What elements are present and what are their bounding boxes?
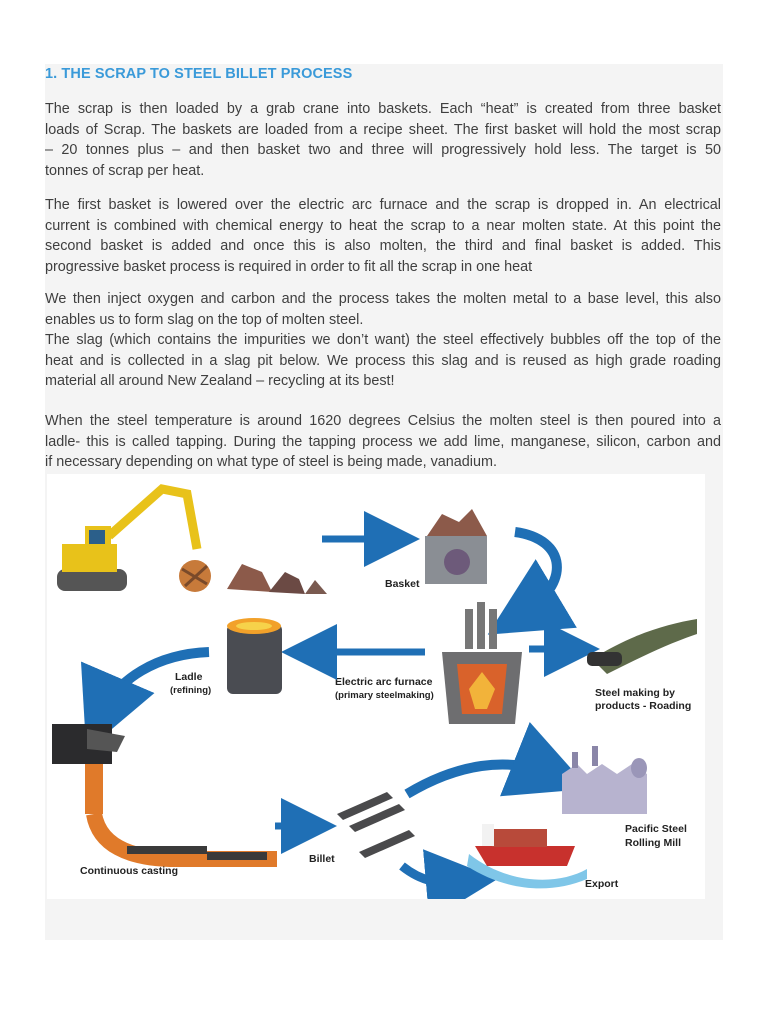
label-basket: Basket <box>385 578 420 590</box>
paragraph-line: loads of Scrap. The baskets are loaded from a recipe sheet. The first basket will hold the most scrap <box>45 121 721 138</box>
paragraph-line: progressive basket process is required in order to fit all the scrap in one heat <box>45 258 533 275</box>
process-diagram <box>47 474 705 899</box>
arrow-basket-to-furnace <box>515 532 557 614</box>
label-byproducts-1: Steel making by <box>595 687 675 699</box>
continuous-casting-illustration <box>52 724 277 860</box>
label-ladle: Ladle <box>175 671 203 683</box>
label-export: Export <box>585 878 619 890</box>
label-mill-1: Pacific Steel <box>625 823 687 835</box>
paragraph-line: ladle- this is called tapping. During the tapping process we add lime, manganese, silicon, carbon and <box>45 433 721 450</box>
paragraph-line: material all around New Zealand – recycling at its best! <box>45 373 395 390</box>
basket-illustration <box>425 509 487 584</box>
paragraph-line: second basket is added and once this is also molten, the third and final basket is added. This <box>45 238 721 255</box>
process-diagram-svg <box>47 474 705 899</box>
paragraph-slag <box>45 289 721 392</box>
paragraph-line: The first basket is lowered over the electric arc furnace and the scrap is dropped in. An electrical <box>45 197 721 213</box>
rolling-mill-illustration <box>562 746 647 814</box>
paragraph-line: The scrap is then loaded by a grab crane into baskets. Each “heat” is created from three basket <box>45 101 721 117</box>
roading-byproducts-illustration <box>587 619 697 674</box>
arrow-to-rolling-mill <box>407 764 552 794</box>
paragraph-line: The slag (which contains the impurities we don’t want) the steel effectively bubbles off the top of the <box>45 332 721 349</box>
grab-crane-illustration <box>57 489 211 592</box>
paragraph-line: – 20 tonnes plus – and then basket two and three will progressively hold less. The target is 50 <box>45 142 721 159</box>
paragraph-line: tonnes of scrap per heat. <box>45 162 205 179</box>
label-byproducts-2: products - Roading <box>595 700 692 712</box>
label-eaf-1: Electric arc furnace <box>335 676 433 688</box>
paragraph-arc-furnace <box>45 195 721 277</box>
arrow-to-export <box>402 866 462 883</box>
paragraph-line: We then inject oxygen and carbon and the process takes the molten metal to a base level, this also <box>45 291 721 307</box>
ladle-illustration <box>227 618 282 694</box>
label-billet: Billet <box>309 853 335 865</box>
paragraph-line: enables us to form slag on the top of molten steel. <box>45 311 364 328</box>
label-ladle-refining: (refining) <box>170 685 212 696</box>
electric-arc-furnace-illustration <box>442 602 522 724</box>
document-page <box>45 64 723 940</box>
section-heading: 1. THE SCRAP TO STEEL BILLET PROCESS <box>45 66 353 82</box>
export-ship-illustration <box>467 824 587 888</box>
paragraph-line: current is combined with chemical energy to heat the scrap to a near molten state. At this point the <box>45 217 721 234</box>
label-mill-2: Rolling Mill <box>625 837 681 849</box>
billet-illustration <box>337 792 415 858</box>
label-eaf-2: (primary steelmaking) <box>335 690 434 701</box>
paragraph-scrap-loading <box>45 99 721 181</box>
paragraph-line: When the steel temperature is around 1620 degrees Celsius the molten steel is then poured into a <box>45 413 721 429</box>
paragraph-line: if necessary depending on what type of steel is being made, vanadium. <box>45 454 497 471</box>
paragraph-tapping <box>45 411 721 473</box>
arrow-ladle-to-casting <box>102 652 212 714</box>
label-continuous-casting-visible: Continuous casting <box>80 865 178 877</box>
scrap-pile-illustration <box>227 564 327 594</box>
paragraph-line: heat and is collected in a slag pit below. We process this slag and is reused as high grade roading <box>45 352 721 369</box>
